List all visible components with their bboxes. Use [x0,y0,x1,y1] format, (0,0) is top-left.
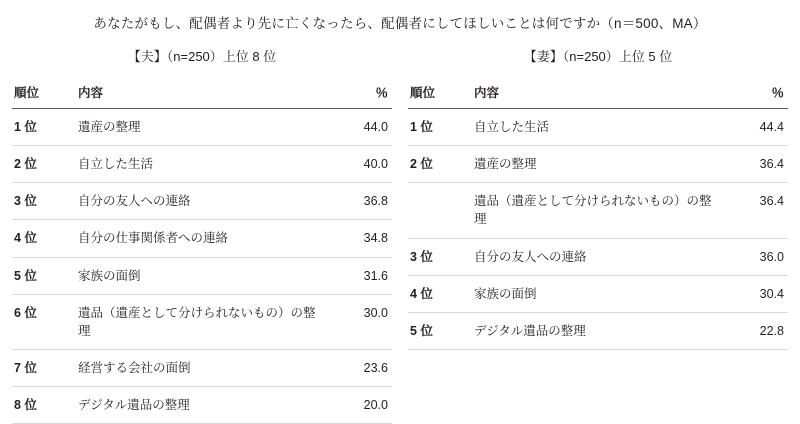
table-header-row [408,79,788,109]
cell-rank: 3 位 [408,238,464,275]
table-row [408,109,788,146]
cell-percent: 22.8 [726,312,788,349]
cell-percent: 44.0 [330,109,392,146]
wife-table-body [408,109,788,350]
cell-rank [408,183,464,238]
cell-rank: 7 位 [12,349,68,386]
cell-content: デジタル遺品の整理 [68,387,330,424]
husband-column [12,46,392,424]
cell-percent: 23.6 [330,349,392,386]
header-content: 内容 [464,79,726,109]
table-row [12,294,392,349]
table-row [12,220,392,257]
table-row [12,349,392,386]
cell-percent: 36.0 [726,238,788,275]
cell-content: デジタル遺品の整理 [464,312,726,349]
cell-content: 自分の仕事関係者への連絡 [68,220,330,257]
cell-content: 家族の面倒 [464,275,726,312]
husband-table-body [12,109,392,424]
cell-content: 遺産の整理 [464,146,726,183]
cell-percent: 36.4 [726,146,788,183]
wife-ranking-table [408,79,788,350]
cell-content: 家族の面倒 [68,257,330,294]
table-row [408,183,788,238]
cell-content: 自分の友人への連絡 [68,183,330,220]
header-rank: 順位 [12,79,68,109]
header-rank: 順位 [408,79,464,109]
cell-rank: 3 位 [12,183,68,220]
tables-container [0,46,800,424]
header-percent: ％ [330,79,392,109]
wife-column-heading: 【妻】（n=250）上位 5 位 [523,49,673,64]
cell-rank: 2 位 [12,146,68,183]
cell-rank: 1 位 [12,109,68,146]
cell-rank: 5 位 [12,257,68,294]
cell-content: 自立した生活 [68,146,330,183]
cell-content: 経営する会社の面倒 [68,349,330,386]
cell-content: 遺産の整理 [68,109,330,146]
table-row [408,238,788,275]
husband-ranking-table [12,79,392,424]
header-percent: ％ [726,79,788,109]
cell-percent: 34.8 [330,220,392,257]
table-row [408,312,788,349]
table-header-row [12,79,392,109]
cell-percent: 30.4 [726,275,788,312]
header-content: 内容 [68,79,330,109]
cell-percent: 36.4 [726,183,788,238]
cell-rank: 8 位 [12,387,68,424]
table-row [408,146,788,183]
table-row [12,146,392,183]
table-row [12,387,392,424]
cell-rank: 4 位 [408,275,464,312]
table-row [12,109,392,146]
cell-percent: 31.6 [330,257,392,294]
page-title: あなたがもし、配偶者より先に亡くなったら、配偶者にしてほしいことは何ですか（n＝500、MA） [93,16,707,31]
cell-percent: 30.0 [330,294,392,349]
cell-content: 自立した生活 [464,109,726,146]
cell-content: 遺品（遺産として分けられないもの）の整理 [464,183,726,238]
table-row [12,257,392,294]
wife-column [408,46,788,424]
cell-percent: 20.0 [330,387,392,424]
cell-percent: 36.8 [330,183,392,220]
cell-percent: 44.4 [726,109,788,146]
cell-rank: 5 位 [408,312,464,349]
cell-percent: 40.0 [330,146,392,183]
cell-rank: 4 位 [12,220,68,257]
table-row [408,275,788,312]
cell-content: 遺品（遺産として分けられないもの）の整理 [68,294,330,349]
cell-rank: 6 位 [12,294,68,349]
cell-rank: 2 位 [408,146,464,183]
cell-content: 自分の友人への連絡 [464,238,726,275]
cell-rank: 1 位 [408,109,464,146]
table-row [12,183,392,220]
husband-column-heading: 【夫】（n=250）上位 8 位 [127,49,277,64]
